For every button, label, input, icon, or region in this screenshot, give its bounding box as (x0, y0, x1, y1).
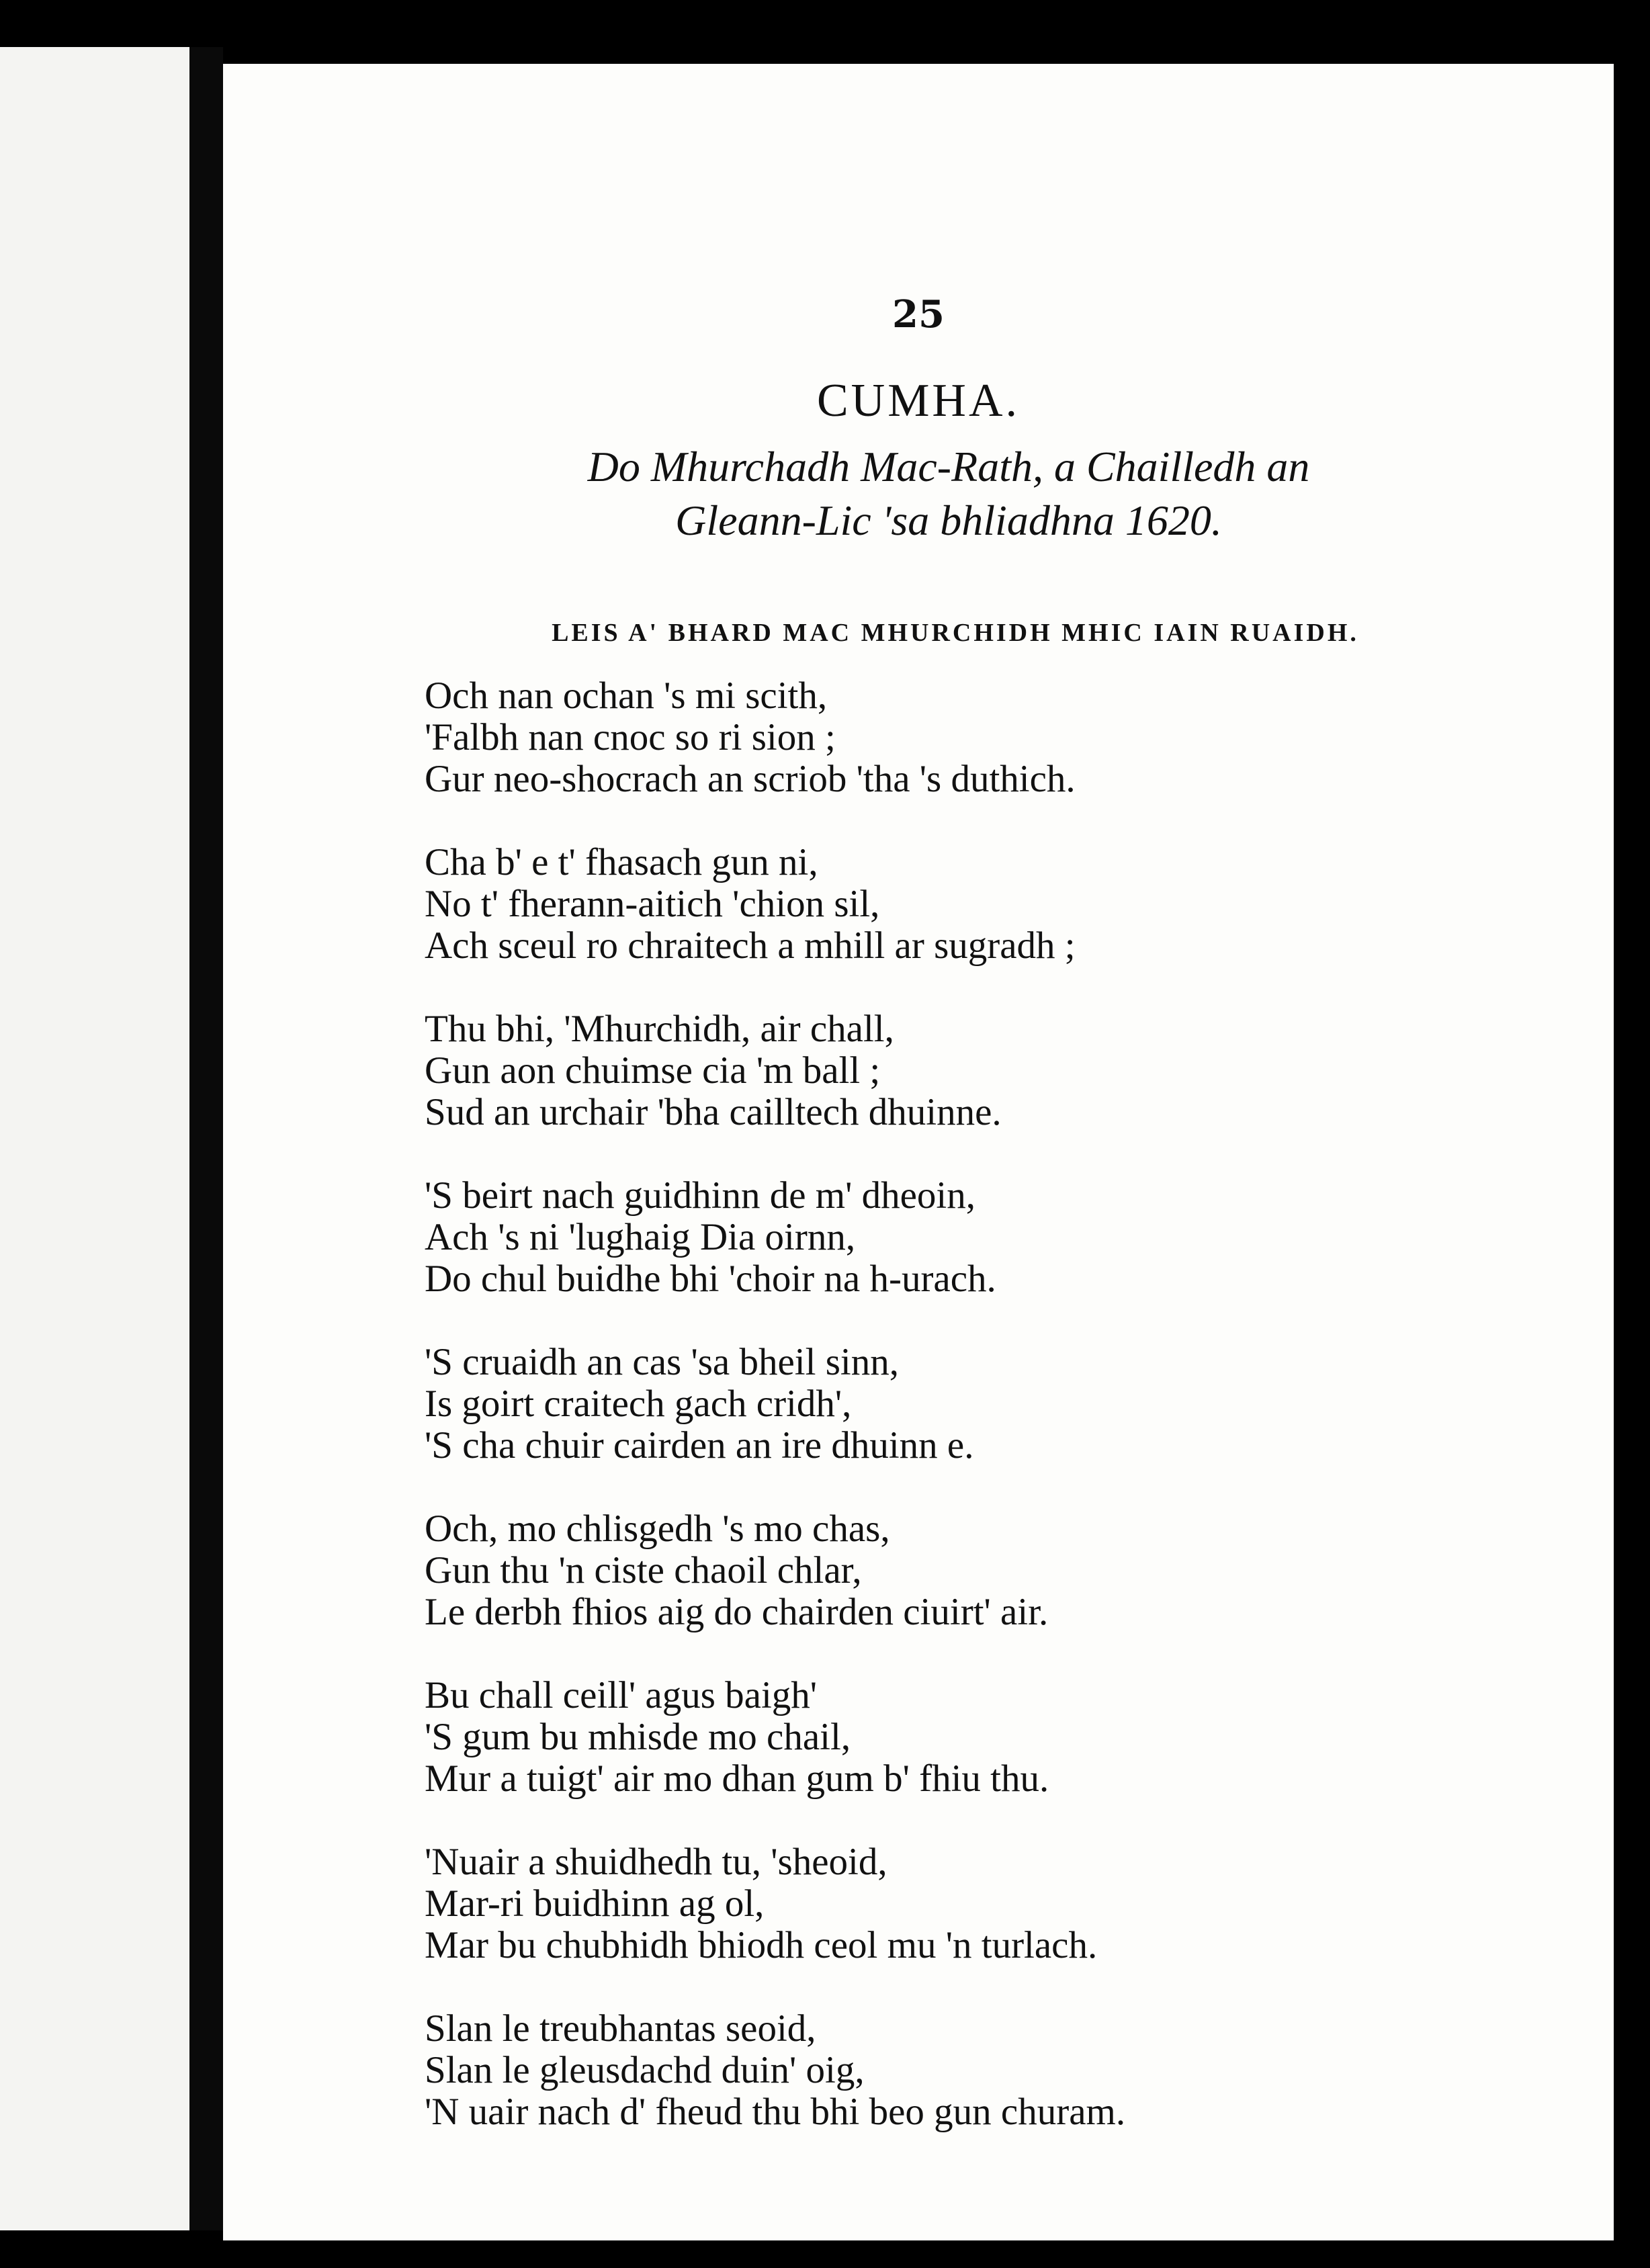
dedication-line: Do Mhurchadh Mac-Rath, a Chailledh an (587, 443, 1310, 490)
poem-line: Cha b' e t' fhasach gun ni, (425, 841, 818, 883)
stanza (425, 1841, 1500, 1966)
poem-line: Och nan ochan 's mi scith, (425, 674, 828, 717)
poem-line: Och, mo chlisgedh 's mo chas, (425, 1508, 890, 1550)
author-attribution: LEIS A' BHARD MAC MHURCHIDH MHIC IAIN RUAIDH. (552, 619, 1359, 647)
stanza (425, 675, 1500, 800)
poem-line: Slan le gleusdachd duin' oig, (425, 2049, 865, 2091)
poem-line: Mar-ri buidhinn ag ol, (425, 1882, 765, 1925)
book-page (223, 64, 1614, 2240)
stanza (425, 1342, 1500, 1467)
book-gutter (189, 47, 223, 2230)
poem-line: Le derbh fhios aig do chairden ciuirt' air. (425, 1591, 1049, 1633)
poem-line: No t' fherann-aitich 'chion sil, (425, 883, 880, 925)
dedication (404, 440, 1493, 548)
poem-line: Mur a tuigt' air mo dhan gum b' fhiu thu. (425, 1757, 1049, 1800)
poem-line: Is goirt craitech gach cridh', (425, 1383, 852, 1425)
poem-body (425, 675, 1500, 2175)
poem-line: Thu bhi, 'Mhurchidh, air chall, (425, 1008, 894, 1050)
poem-line: Ach sceul ro chraitech a mhill ar sugradh ; (425, 924, 1076, 967)
stanza (425, 1175, 1500, 1300)
stanza (425, 842, 1500, 967)
stanza (425, 1675, 1500, 1800)
stanza (425, 1008, 1500, 1133)
poem-line: Bu chall ceill' agus baigh' (425, 1674, 818, 1716)
dedication-line: Gleann-Lic 'sa bhliadhna 1620. (675, 496, 1222, 544)
poem-line: Slan le treubhantas seoid, (425, 2007, 816, 2050)
facing-page-edge (0, 47, 189, 2230)
poem-line: 'Falbh nan cnoc so ri sion ; (425, 716, 836, 758)
poem-line: 'Nuair a shuidhedh tu, 'sheoid, (425, 1841, 887, 1883)
stanza (425, 2008, 1500, 2133)
poem-line: Gur neo-shocrach an scriob 'tha 's duthich. (425, 758, 1076, 800)
poem-line: 'S cha chuir cairden an ire dhuinn e. (425, 1424, 974, 1467)
poem-line: Do chul buidhe bhi 'choir na h-urach. (425, 1258, 996, 1300)
poem-line: Gun aon chuimse cia 'm ball ; (425, 1049, 881, 1092)
poem-line: 'S cruaidh an cas 'sa bheil sinn, (425, 1341, 899, 1383)
poem-line: 'S gum bu mhisde mo chail, (425, 1716, 851, 1758)
poem-line: Mar bu chubhidh bhiodh ceol mu 'n turlach. (425, 1924, 1098, 1966)
page-number: 25 (892, 292, 945, 337)
poem-line: Gun thu 'n ciste chaoil chlar, (425, 1549, 862, 1591)
poem-line: 'S beirt nach guidhinn de m' dheoin, (425, 1174, 975, 1217)
poem-line: Sud an urchair 'bha cailltech dhuinne. (425, 1091, 1002, 1133)
stanza (425, 1508, 1500, 1633)
poem-line: Ach 's ni 'lughaig Dia oirnn, (425, 1216, 856, 1258)
poem-line: 'N uair nach d' fheud thu bhi beo gun churam. (425, 2091, 1126, 2133)
poem-title: CUMHA. (816, 375, 1021, 427)
